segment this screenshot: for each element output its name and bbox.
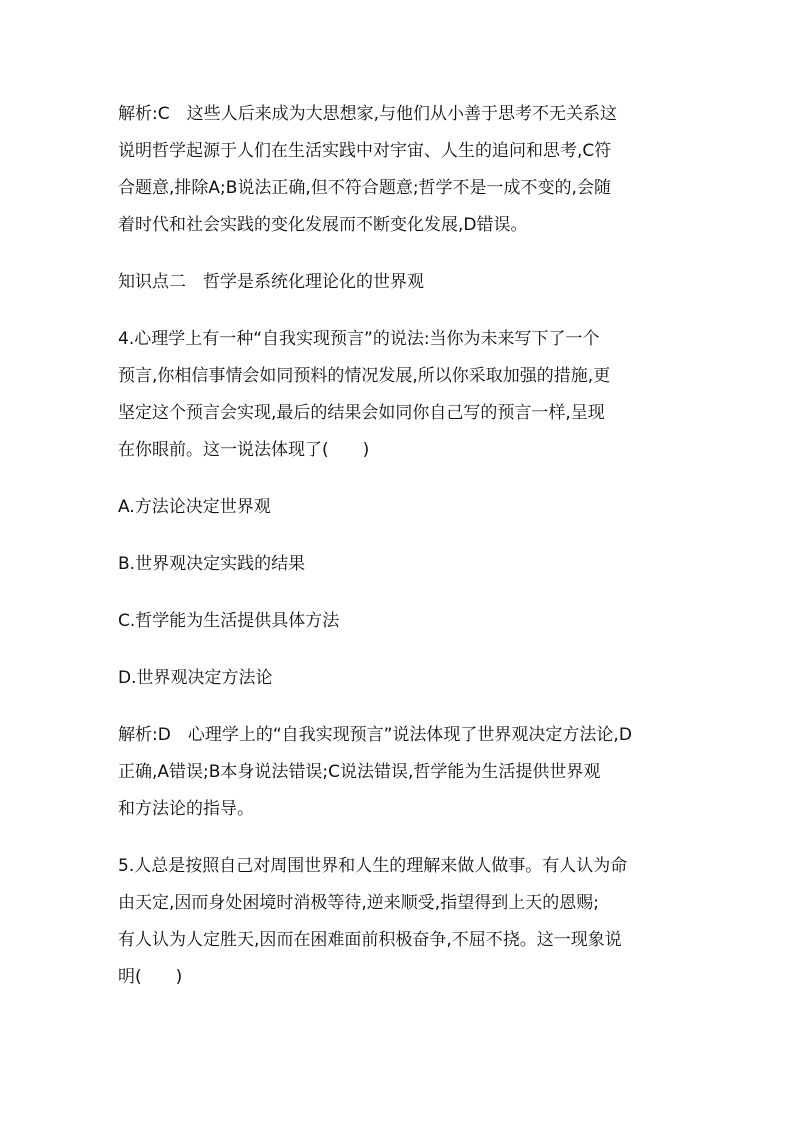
analysis-q4-line-2: 正确,A错误;B本身说法错误;C说法错误,哲学能为生活提供世界观	[118, 762, 601, 782]
question-4-line-1: 4.心理学上有一种“自我实现预言”的说法:当你为未来写下了一个	[118, 329, 600, 349]
question-4-line-4: 在你眼前。这一说法体现了( )	[118, 440, 370, 460]
analysis-q4-line-3: 和方法论的指导。	[118, 799, 254, 819]
question-4-option-a: A.方法论决定世界观	[118, 497, 271, 517]
question-5-line-4: 明( )	[118, 967, 183, 987]
analysis-q3-line-2: 说明哲学起源于人们在生活实践中对宇宙、人生的追问和思考,C符	[118, 141, 612, 161]
question-4-option-b: B.世界观决定实践的结果	[118, 554, 306, 574]
analysis-q4	[118, 717, 688, 828]
question-5-line-1: 5.人总是按照自己对周围世界和人生的理解来做人做事。有人认为命	[118, 856, 628, 876]
question-4-stem	[118, 321, 688, 469]
question-5-line-2: 由天定,因而身处困境时消极等待,逆来顺受,指望得到上天的恩赐;	[118, 893, 599, 913]
analysis-q3-line-4: 着时代和社会实践的变化发展而不断变化发展,D错误。	[118, 215, 528, 235]
question-4-line-2: 预言,你相信事情会如同预料的情况发展,所以你采取加强的措施,更	[118, 366, 611, 386]
analysis-q3-line-1: 解析:C 这些人后来成为大思想家,与他们从小善于思考不无关系这	[118, 104, 618, 124]
analysis-q4-line-1: 解析:D 心理学上的“自我实现预言”说法体现了世界观决定方法论,D	[118, 725, 632, 745]
question-5-line-3: 有人认为人定胜天,因而在困难面前积极奋争,不屈不挠。这一现象说	[118, 930, 622, 950]
question-4-option-d: D.世界观决定方法论	[118, 668, 273, 688]
analysis-q3-line-3: 合题意,排除A;B说法正确,但不符合题意;哲学不是一成不变的,会随	[118, 178, 611, 198]
section-title: 知识点二 哲学是系统化理论化的世界观	[118, 272, 424, 292]
question-4-line-3: 坚定这个预言会实现,最后的结果会如同你自己写的预言一样,呈现	[118, 403, 605, 423]
question-5-stem	[118, 848, 688, 996]
document-page	[118, 96, 688, 996]
question-4-option-c: C.哲学能为生活提供具体方法	[118, 611, 340, 631]
analysis-q3	[118, 96, 688, 244]
